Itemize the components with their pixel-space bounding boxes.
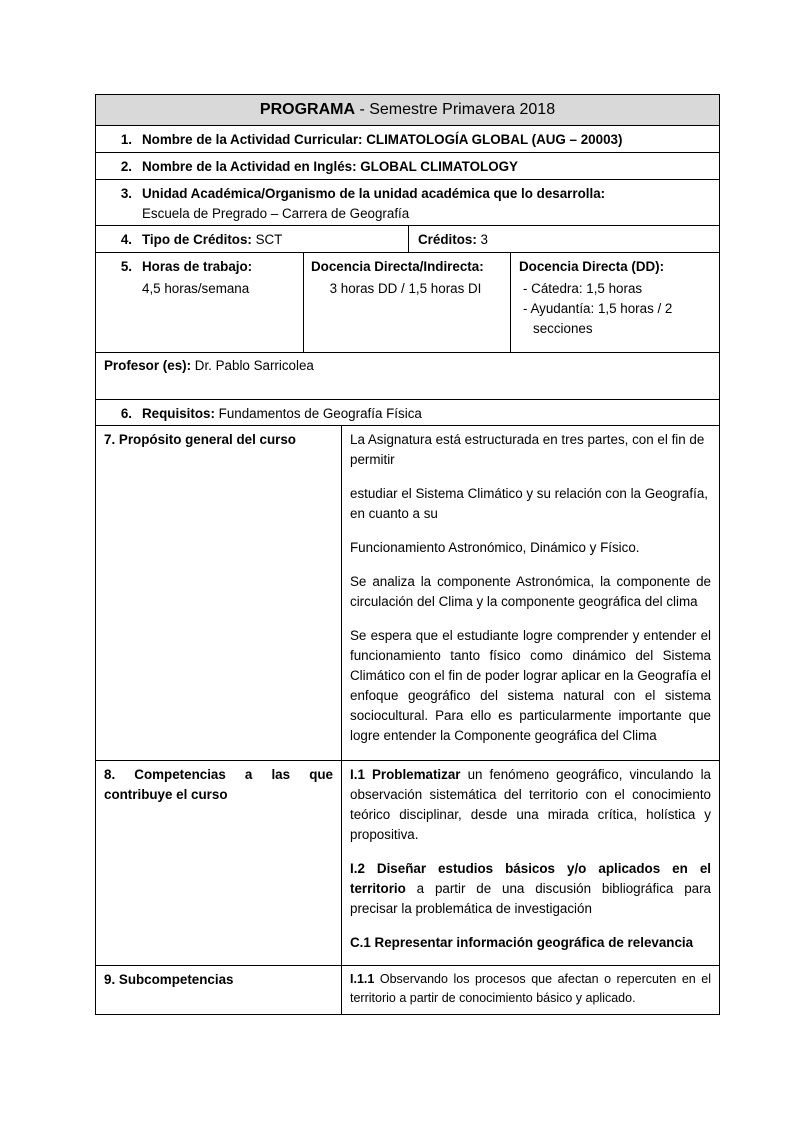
ddi-label: Docencia Directa/Indirecta:	[311, 259, 484, 274]
dd-label: Docencia Directa (DD):	[519, 259, 665, 274]
row-requirements	[95, 399, 720, 426]
purpose-paragraph: La Asignatura está estructurada en tres partes, con el fin de permitir	[350, 432, 705, 467]
competencies-label-cell	[95, 760, 342, 966]
competency-code: I.1 Problematizar	[350, 767, 461, 782]
row5-num: 5.	[120, 259, 132, 274]
row-credit-type	[95, 225, 409, 253]
row-direct-teaching	[510, 252, 720, 353]
row-credits	[408, 225, 720, 253]
row-work-hours	[95, 252, 304, 353]
purpose-paragraph: Se espera que el estudiante logre comprender y entender el funcionamiento tanto físico como dinámico del Sistema Climático con el fin de poder lograr aplicar en la Geografía el enfoque geográfico del sistema natural con el sistema sociocultural. Para ello es particularmente importante que logre entender la Componente geográfica del Clima	[350, 628, 711, 743]
purpose-paragraph: Funcionamiento Astronómico, Dinámico y Físico.	[350, 540, 640, 555]
row1-label: Nombre de la Actividad Curricular:	[142, 132, 363, 147]
dd-list	[519, 279, 711, 339]
program-header	[95, 94, 720, 126]
row1-value: CLIMATOLOGÍA GLOBAL (AUG – 20003)	[362, 132, 623, 147]
subcompetency-code: I.1.1	[350, 972, 375, 986]
row1-num: 1.	[120, 132, 132, 147]
subcompetency-text: Observando los procesos que afectan o repercuten en el territorio a partir de conocimiento básico y aplicado.	[350, 972, 711, 1005]
dd-item: - Cátedra: 1,5 horas	[523, 281, 643, 296]
row5-value: 4,5 horas/semana	[142, 281, 250, 296]
row-direct-indirect-teaching	[303, 252, 511, 353]
row6-label: Requisitos:	[142, 406, 215, 421]
row4-value: SCT	[251, 232, 283, 247]
row-academic-unit	[95, 179, 720, 226]
professor-label: Profesor (es):	[104, 358, 192, 373]
row5-label: Horas de trabajo:	[142, 259, 253, 274]
credits-label: Créditos:	[418, 232, 477, 247]
row6-value: Fundamentos de Geografía Física	[214, 406, 422, 421]
competency-item	[350, 765, 711, 845]
competencies-content-cell	[341, 760, 720, 966]
row-professor	[95, 352, 720, 400]
competency-item	[350, 859, 711, 919]
ddi-value: 3 horas DD / 1,5 horas DI	[329, 281, 482, 296]
row3-value: Escuela de Pregrado – Carrera de Geografía	[142, 206, 410, 221]
row4-label: Tipo de Créditos:	[142, 232, 252, 247]
purpose-label-cell	[95, 425, 342, 761]
subcompetencies-label-cell	[95, 965, 342, 1015]
purpose-content-cell	[341, 425, 720, 761]
purpose-label: 7. Propósito general del curso	[104, 432, 296, 447]
purpose-paragraph: estudiar el Sistema Climático y su relación con la Geografía, en cuanto a su	[350, 486, 708, 521]
dd-item: - Ayudantía: 1,5 horas / 2 secciones	[523, 301, 673, 336]
competency-text: un fenómeno geográfico, vinculando la observación sistemática del territorio con el conocimiento teórico disciplinar, desde una mirada crítica, holística y propositiva.	[350, 767, 711, 842]
competencies-label: 8. Competencias a las que contribuye el curso	[104, 767, 333, 802]
subcompetencies-content-cell	[341, 965, 720, 1015]
row3-num: 3.	[120, 186, 132, 201]
row6-num: 6.	[120, 406, 132, 421]
competency-text: a partir de una discusión bibliográfica para precisar la problemática de investigación	[350, 881, 711, 916]
program-title-rest: - Semestre Primavera 2018	[355, 101, 556, 118]
competency-item: C.1 Representar información geográfica de relevancia	[350, 935, 694, 950]
professor-value: Dr. Pablo Sarricolea	[191, 358, 314, 373]
row-activity-name	[95, 125, 720, 153]
credits-value: 3	[476, 232, 488, 247]
competency-code: I.2 Diseñar estudios básicos y/o aplicados en el territorio	[350, 861, 711, 896]
program-title-bold: PROGRAMA	[259, 101, 356, 118]
row2-num: 2.	[120, 159, 132, 174]
row2-value: GLOBAL CLIMATOLOGY	[356, 159, 518, 174]
row4-num: 4.	[120, 232, 132, 247]
row3-label: Unidad Académica/Organismo de la unidad académica que lo desarrolla:	[142, 186, 606, 201]
purpose-paragraph: Se analiza la componente Astronómica, la componente de circulación del Clima y la componente geográfica del clima	[350, 574, 711, 609]
subcompetencies-label: 9. Subcompetencias	[104, 972, 234, 987]
row2-label: Nombre de la Actividad en Inglés:	[142, 159, 357, 174]
row-activity-name-english	[95, 152, 720, 180]
